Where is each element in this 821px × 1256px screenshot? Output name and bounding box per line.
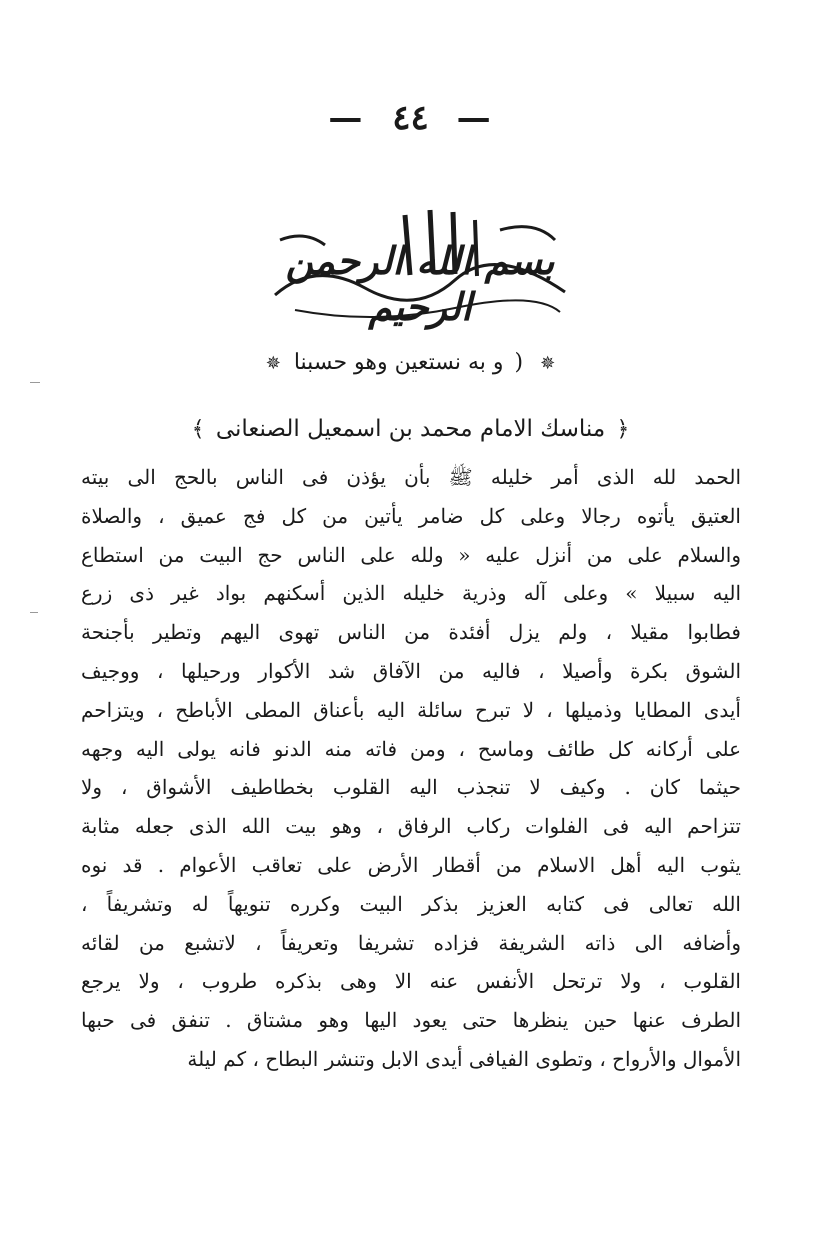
- body-paragraph: [81, 458, 741, 1079]
- text-line: أيدى المطايا وذميلها ، لا تبرح سائلة اليه بأعناق المطى الأباطح ، ويتزاحم: [81, 697, 741, 722]
- text-line: الحمد لله الذى أمر خليله ﷺ بأن يؤذن فى الناس بالحج الى بيته: [81, 465, 741, 489]
- text-line: والسلام على من أنزل عليه « ولله على الناس حج البيت من استطاع: [81, 542, 741, 567]
- ornament-star-icon: ✵: [265, 352, 281, 374]
- margin-mark: [30, 612, 38, 613]
- dash-left: —: [328, 98, 365, 138]
- margin-mark: [30, 382, 40, 383]
- text-line: حيثما كان . وكيف لا تنجذب اليه القلوب بخطاطيف الأشواق ، ولا: [81, 775, 741, 800]
- bracket-open: ﴿: [616, 417, 630, 442]
- ornament-star-icon: ✵: [540, 352, 556, 374]
- text-line: الأموال والأرواح ، وتطوى الفيافى أيدى الابل وتنشر البطاح ، كم ليلة: [187, 1046, 741, 1071]
- text-line: وأضافه الى ذاته الشريفة فزاده تشريفا وتعريفاً ، لاتشبع من لقائه: [81, 930, 741, 955]
- text-line: القلوب ، ولا ترتحل الأنفس عنه الا وهى بذكره طروب ، ولا يرجع: [81, 969, 741, 994]
- text-line: الطرف عنها حين ينظرها حتى يعود اليها وهو مشتاق . تنفق فى حبها: [81, 1008, 741, 1033]
- page-number-value: ٤٤: [392, 98, 429, 138]
- invocation-text: و به نستعين وهو حسبنا: [293, 350, 504, 375]
- text-line: فطابوا مقيلا ، ولم يزل أفئدة من الناس تهوى اليهم وتطير بأجنحة: [81, 620, 741, 645]
- bracket-open: (: [514, 350, 524, 375]
- section-title-text: مناسك الامام محمد بن اسمعيل الصنعانى: [215, 416, 606, 442]
- text-line: اليه سبيلا » وعلى آله وذرية خليله الذين أسكنهم بواد غير ذى زرع: [81, 581, 741, 606]
- dash-right: —: [456, 98, 493, 138]
- invocation-line: [0, 350, 821, 375]
- text-line: يثوب اليه أهل الاسلام من أقطار الأرض على تعاقب الأعوام . قد نوه: [81, 852, 741, 877]
- text-line: الشوق بكرة وأصيلا ، فاليه من الآفاق شد الأكوار ورحيلها ، ووجيف: [81, 658, 741, 683]
- bracket-close: ﴾: [191, 417, 205, 442]
- basmala-calligraphy: [255, 200, 585, 330]
- basmala-text: بسم الله الرحمن الرحيم: [285, 238, 555, 329]
- text-line: على أركانه كل طائف وماسح ، ومن فاته منه الدنو فانه يولى اليه وجهه: [81, 736, 741, 761]
- page-number: [0, 98, 821, 138]
- section-title: [0, 416, 821, 442]
- text-line: تتزاحم اليه فى الفلوات ركاب الرفاق ، وهو بيت الله الذى جعله مثابة: [81, 814, 741, 839]
- text-line: الله تعالى فى كتابه العزيز بذكر البيت وكرره تنويهاً له وتشريفاً ،: [81, 891, 741, 916]
- text-line: العتيق يأتوه رجالا وعلى كل ضامر يأتين من كل فج عميق ، والصلاة: [81, 503, 741, 528]
